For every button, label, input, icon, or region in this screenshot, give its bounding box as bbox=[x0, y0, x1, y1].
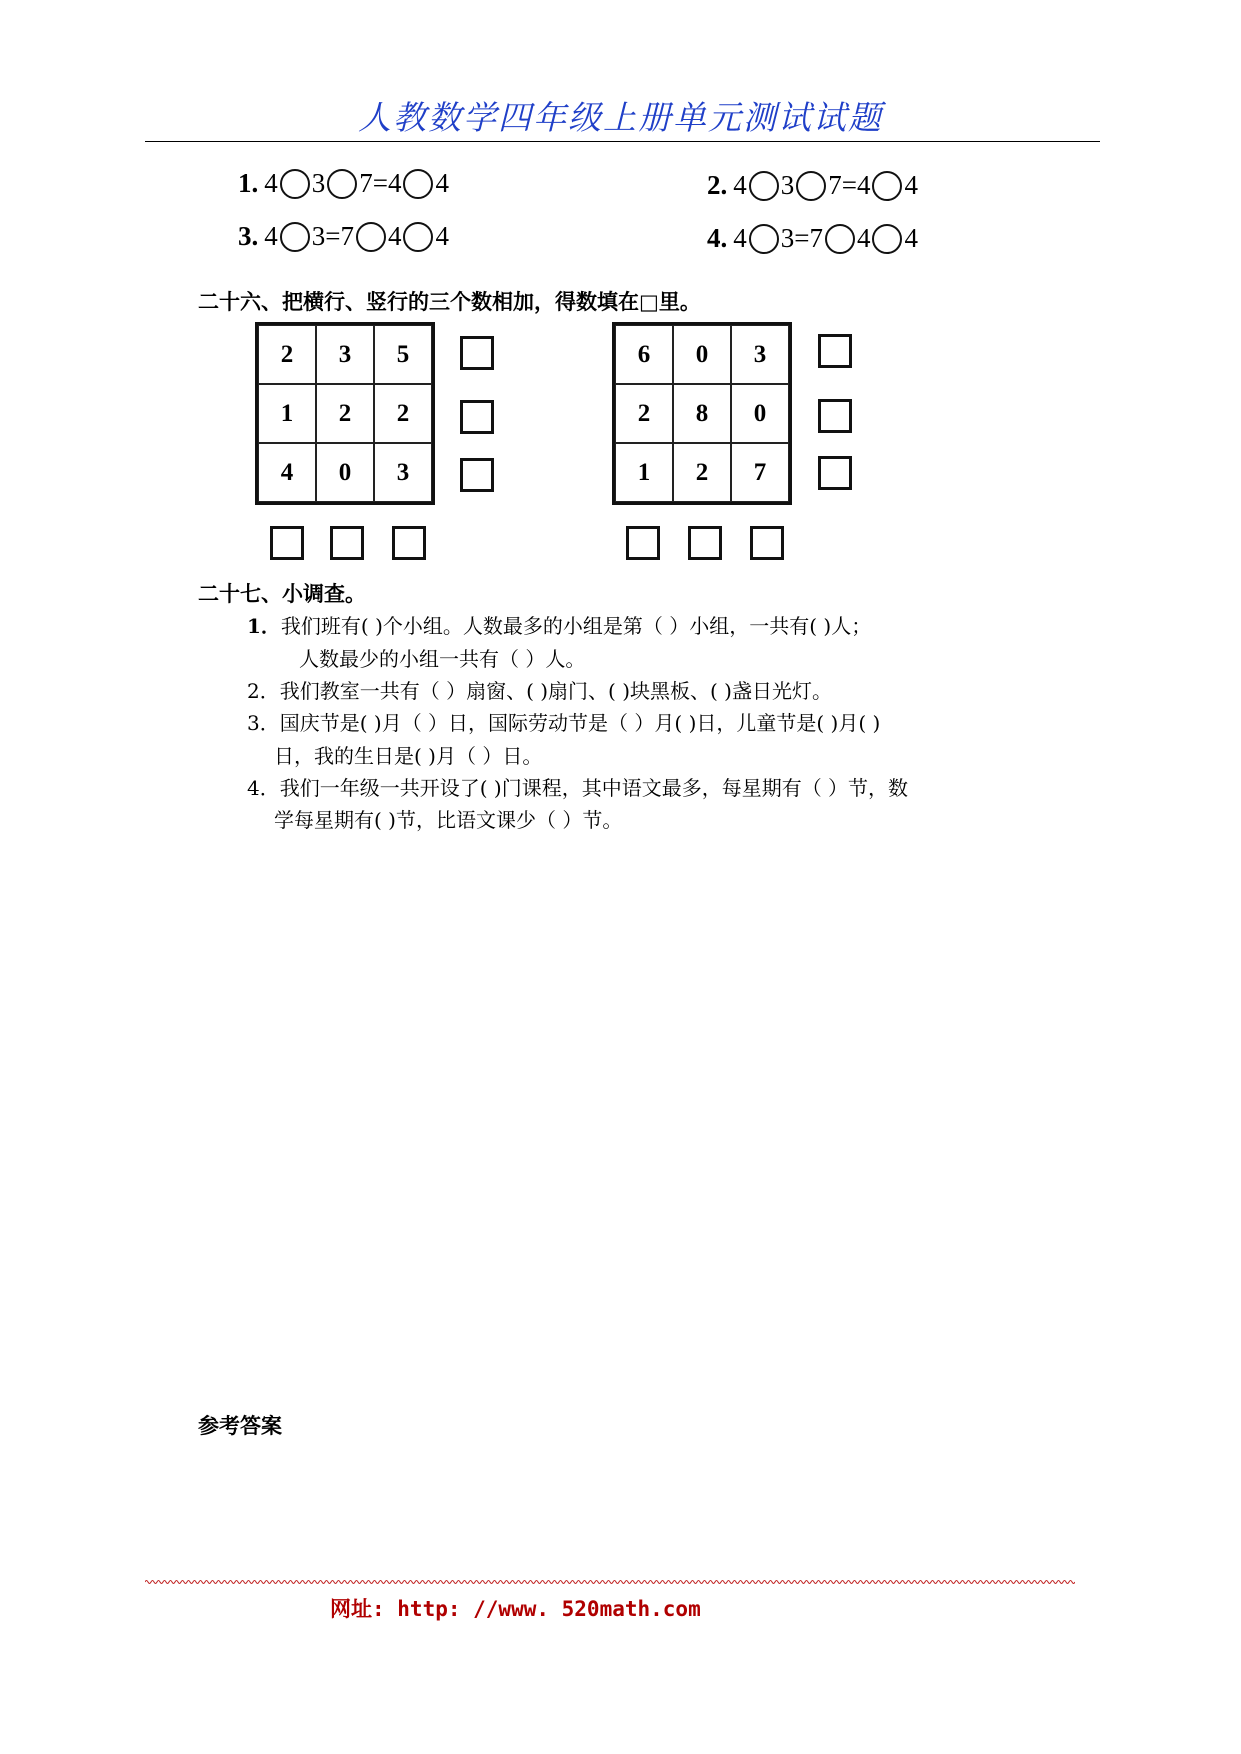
question-text: 国庆节是( )月（ ）日，国际劳动节是（ ）月( )日，儿童节是( )月( ) bbox=[279, 711, 881, 735]
grid-cell: 4 bbox=[258, 443, 316, 502]
equation-term: 3=7 bbox=[311, 221, 354, 251]
operator-circle[interactable] bbox=[280, 222, 310, 252]
equation-number: 3. bbox=[238, 221, 259, 251]
row-sum-box[interactable] bbox=[460, 400, 494, 434]
equation-number: 1. bbox=[238, 168, 259, 198]
grid-cell: 3 bbox=[731, 325, 789, 384]
operator-circle[interactable] bbox=[356, 222, 386, 252]
operator-circle[interactable] bbox=[403, 222, 433, 252]
column-sum-box[interactable] bbox=[750, 526, 784, 560]
question-3-line-1 bbox=[247, 707, 880, 736]
question-text: 人数最少的小组一共有（ ）人。 bbox=[299, 647, 586, 671]
equation-term: 4 bbox=[387, 221, 402, 251]
question-4-line-1 bbox=[247, 772, 908, 801]
equation-term: 4 bbox=[733, 223, 747, 253]
operator-circle[interactable] bbox=[796, 171, 826, 201]
grid-cell: 8 bbox=[673, 384, 731, 443]
equation-term: 7=4 bbox=[359, 168, 402, 198]
operator-circle[interactable] bbox=[403, 169, 433, 199]
grid-cell: 3 bbox=[316, 325, 374, 384]
answer-heading: 参考答案 bbox=[198, 1414, 282, 1438]
equation-3 bbox=[238, 221, 449, 252]
row-sum-box[interactable] bbox=[460, 336, 494, 370]
operator-circle[interactable] bbox=[825, 224, 855, 254]
grid-cell: 0 bbox=[673, 325, 731, 384]
equation-4 bbox=[707, 223, 918, 254]
question-1-line-2 bbox=[299, 643, 585, 672]
question-number: 3． bbox=[247, 711, 280, 735]
grid-cell: 1 bbox=[615, 443, 673, 502]
section-26-heading: 二十六、把横行、竖行的三个数相加，得数填在□里。 bbox=[198, 290, 701, 314]
operator-circle[interactable] bbox=[749, 224, 779, 254]
footer-website[interactable]: 网址: http: //www. 520math.com bbox=[330, 1597, 701, 1621]
grid-cell: 2 bbox=[374, 384, 432, 443]
equation-2 bbox=[707, 170, 918, 201]
question-number: 1． bbox=[247, 614, 281, 638]
row-sum-box[interactable] bbox=[818, 399, 852, 433]
column-sum-box[interactable] bbox=[392, 526, 426, 560]
column-sum-box[interactable] bbox=[626, 526, 660, 560]
row-sum-box[interactable] bbox=[818, 334, 852, 368]
equation-term: 4 bbox=[435, 168, 449, 198]
grid-cell: 5 bbox=[374, 325, 432, 384]
grid-cell: 0 bbox=[316, 443, 374, 502]
question-text: 我们班有( )个小组。人数最多的小组是第（ ）小组，一共有( )人； bbox=[280, 614, 872, 638]
equation-term: 3 bbox=[780, 170, 795, 200]
question-text: 日，我的生日是( )月（ ）日。 bbox=[274, 744, 543, 768]
number-grid-left bbox=[255, 322, 435, 505]
equation-term: 7=4 bbox=[828, 170, 871, 200]
equation-term: 4 bbox=[733, 170, 747, 200]
grid-cell: 2 bbox=[673, 443, 731, 502]
question-text: 学每星期有( )节，比语文课少（ ）节。 bbox=[274, 808, 623, 832]
page-header-title: 人教数学四年级上册单元测试试题 bbox=[358, 98, 883, 137]
operator-circle[interactable] bbox=[327, 169, 357, 199]
question-4-line-2 bbox=[274, 804, 622, 833]
question-text: 我们教室一共有（ ）扇窗、( )扇门、( )块黑板、( )盏日光灯。 bbox=[279, 679, 832, 703]
operator-circle[interactable] bbox=[280, 169, 310, 199]
grid-cell: 2 bbox=[258, 325, 316, 384]
footer-wavy-rule bbox=[145, 1579, 1075, 1585]
header-rule bbox=[145, 141, 1100, 142]
grid-cell: 1 bbox=[258, 384, 316, 443]
grid-cell: 3 bbox=[374, 443, 432, 502]
equation-number: 2. bbox=[707, 170, 728, 200]
section-27-heading: 二十七、小调查。 bbox=[198, 582, 366, 606]
question-1-line-1 bbox=[247, 610, 871, 639]
grid-cell: 2 bbox=[615, 384, 673, 443]
row-sum-box[interactable] bbox=[818, 456, 852, 490]
operator-circle[interactable] bbox=[872, 224, 902, 254]
question-text: 我们一年级一共开设了( )门课程，其中语文最多，每星期有（ ）节，数 bbox=[279, 776, 909, 800]
operator-circle[interactable] bbox=[749, 171, 779, 201]
equation-number: 4. bbox=[707, 223, 728, 253]
number-grid-right bbox=[612, 322, 792, 505]
question-number: 2． bbox=[247, 679, 280, 703]
question-number: 4． bbox=[247, 776, 280, 800]
row-sum-box[interactable] bbox=[460, 458, 494, 492]
grid-cell: 2 bbox=[316, 384, 374, 443]
grid-cell: 6 bbox=[615, 325, 673, 384]
equation-term: 3=7 bbox=[780, 223, 823, 253]
equation-1 bbox=[238, 168, 449, 199]
column-sum-box[interactable] bbox=[330, 526, 364, 560]
equation-term: 4 bbox=[264, 168, 278, 198]
question-3-line-2 bbox=[274, 740, 542, 769]
equation-term: 4 bbox=[904, 170, 918, 200]
operator-circle[interactable] bbox=[872, 171, 902, 201]
equation-term: 3 bbox=[311, 168, 326, 198]
column-sum-box[interactable] bbox=[270, 526, 304, 560]
grid-cell: 7 bbox=[731, 443, 789, 502]
equation-term: 4 bbox=[435, 221, 449, 251]
question-2 bbox=[247, 675, 832, 704]
equation-term: 4 bbox=[856, 223, 871, 253]
grid-cell: 0 bbox=[731, 384, 789, 443]
equation-term: 4 bbox=[904, 223, 918, 253]
equation-term: 4 bbox=[264, 221, 278, 251]
column-sum-box[interactable] bbox=[688, 526, 722, 560]
